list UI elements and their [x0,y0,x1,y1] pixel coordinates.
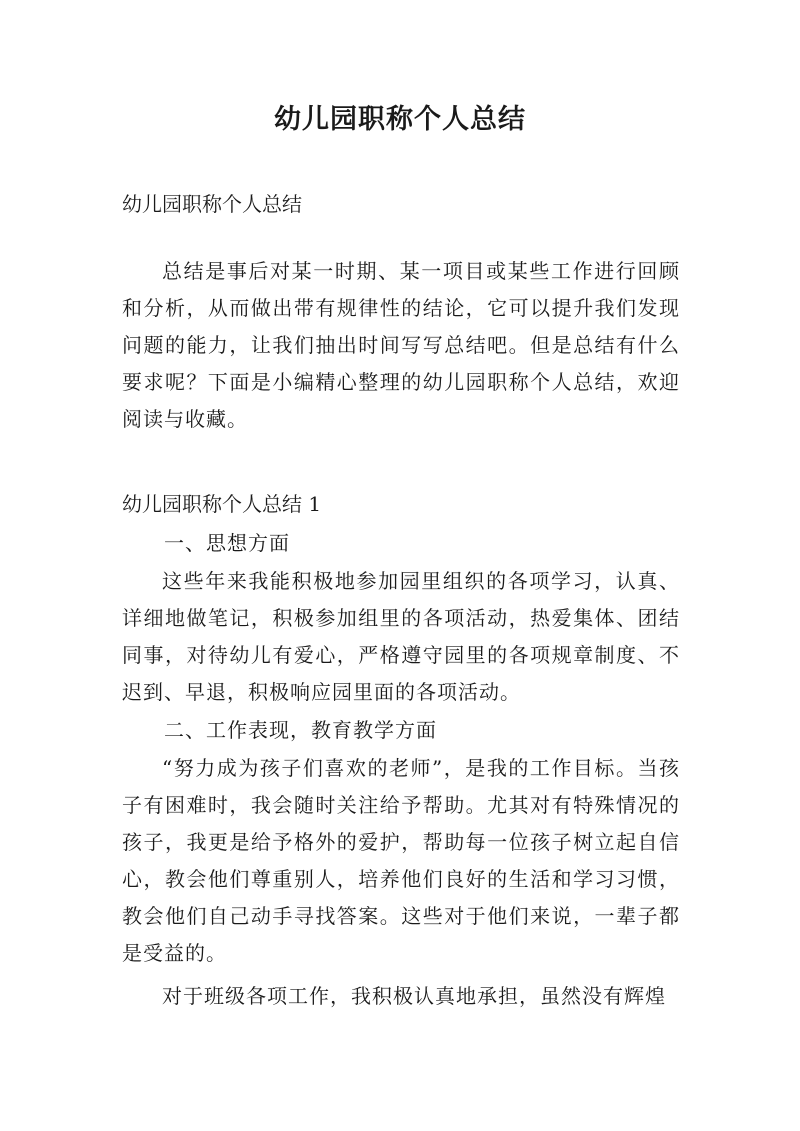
document-subtitle: 幼儿园职称个人总结 [122,192,302,216]
document-title: 幼儿园职称个人总结 [274,104,526,135]
paragraph-thought: 这些年来我能积极地参加园里组织的各项学习，认真、详细地做笔记，积极参加组里的各项活动，热爱集体、团结同事，对待幼儿有爱心，严格遵守园里的各项规章制度、不迟到、早退，积极响应园里面的各项活动。 [122,569,680,704]
heading-thought: 一、思想方面 [164,531,290,555]
heading-work-performance: 二、工作表现，教育教学方面 [164,718,437,742]
intro-paragraph: 总结是事后对某一时期、某一项目或某些工作进行回顾和分析，从而做出带有规律性的结论，它可以提升我们发现问题的能力，让我们抽出时间写写总结吧。但是总结有什么要求呢？下面是小编精心整理的幼儿园职称个人总结，欢迎阅读与收藏。 [122,259,680,431]
paragraph-work-performance: “努力成为孩子们喜欢的老师”，是我的工作目标。当孩子有困难时，我会随时关注给予帮助。尤其对有特殊情况的孩子，我更是给予格外的爱护，帮助每一位孩子树立起自信心，教会他们尊重别人，培养他们良好的生活和学习习惯，教会他们自己动手寻找答案。这些对于他们来说，一辈子都是受益的。 [122,756,680,965]
section-title: 幼儿园职称个人总结 1 [122,492,322,516]
paragraph-class-work: 对于班级各项工作，我积极认真地承担，虽然没有辉煌 [162,984,666,1008]
